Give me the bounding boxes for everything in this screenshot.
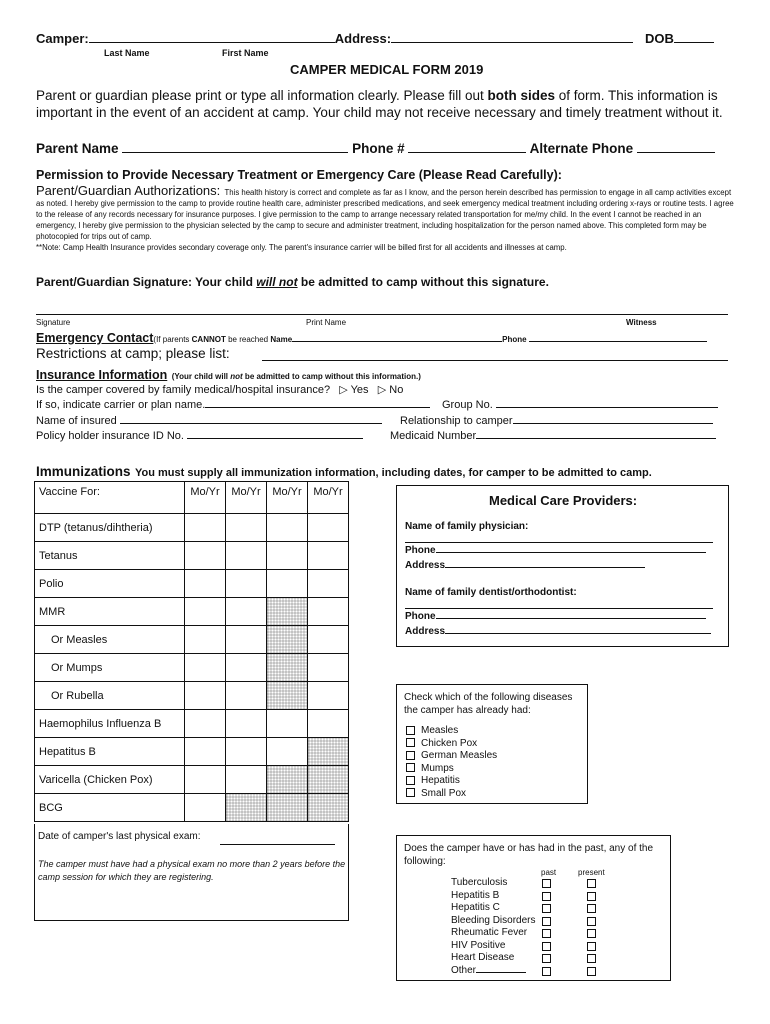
- insurance-sub-post: be admitted to camp without this information.): [242, 372, 421, 381]
- disease-label: Small Pox: [421, 787, 467, 799]
- present-checkbox[interactable]: [587, 942, 596, 951]
- vaccine-date-cell[interactable]: [308, 514, 349, 542]
- vaccine-name: Hepatitus B: [35, 738, 185, 766]
- past-checkbox[interactable]: [542, 954, 551, 963]
- vaccine-date-cell[interactable]: [185, 570, 226, 598]
- signature-caption: Signature: [36, 318, 71, 327]
- disease-checkbox[interactable]: [406, 751, 415, 760]
- intro-paragraph: [36, 87, 736, 121]
- relationship-label: Relationship to camper: [400, 415, 513, 427]
- no-checkbox-icon[interactable]: ▷: [377, 384, 387, 396]
- witness-caption: Witness: [626, 318, 657, 327]
- disease-item: [406, 750, 497, 763]
- physician-address-field[interactable]: [445, 566, 645, 568]
- disease-checkbox[interactable]: [406, 738, 415, 747]
- past-checkbox[interactable]: [542, 892, 551, 901]
- disease-item: [406, 775, 497, 788]
- disease-item: [406, 763, 497, 776]
- yes-option[interactable]: [339, 384, 368, 396]
- providers-title: Medical Care Providers:: [489, 493, 638, 508]
- policy-field[interactable]: [187, 437, 363, 439]
- vaccine-date-cell[interactable]: [267, 710, 308, 738]
- emergency-row: [36, 329, 707, 347]
- carrier-field[interactable]: [205, 406, 430, 408]
- insurance-sub-em: not: [230, 372, 243, 381]
- emergency-phone-label: Phone: [502, 335, 527, 344]
- present-header: present: [578, 868, 605, 877]
- dentist-address-row: [405, 626, 711, 637]
- disease-checkbox[interactable]: [406, 788, 415, 797]
- vaccine-name: Polio: [35, 570, 185, 598]
- past-checkbox[interactable]: [542, 942, 551, 951]
- disease-checkbox[interactable]: [406, 726, 415, 735]
- vaccine-date-cell[interactable]: [185, 710, 226, 738]
- history-label: Rheumatic Fever: [451, 927, 528, 938]
- dentist-field[interactable]: [405, 608, 713, 609]
- history-item: [451, 965, 651, 978]
- signature-heading: [36, 275, 549, 289]
- signature-heading-em: will not: [256, 275, 298, 289]
- dentist-phone-label: Phone: [405, 611, 436, 622]
- alt-phone-field[interactable]: [637, 151, 715, 153]
- medicaid-row: [390, 430, 716, 442]
- history-label: Hepatitis C: [451, 902, 500, 913]
- signature-line[interactable]: [36, 314, 728, 315]
- moyr-header: Mo/Yr: [226, 482, 267, 514]
- vaccine-date-cell[interactable]: [185, 514, 226, 542]
- vaccine-row: [35, 626, 349, 654]
- disease-list: [406, 725, 497, 800]
- vaccine-date-cell[interactable]: [226, 598, 267, 626]
- vaccine-row: [35, 514, 349, 542]
- history-label: Other: [451, 964, 477, 976]
- disease-label: Mumps: [421, 762, 454, 774]
- vaccine-date-cell[interactable]: [185, 738, 226, 766]
- emergency-sub-bold: CANNOT: [191, 335, 226, 344]
- history-label: Heart Disease: [451, 952, 515, 963]
- vaccine-date-cell[interactable]: [308, 598, 349, 626]
- physician-address-row: [405, 560, 645, 571]
- insurance-question: Is the camper covered by family medical/hospital insurance?: [36, 384, 331, 396]
- relationship-row: [400, 415, 713, 427]
- group-label: Group No.: [442, 399, 493, 411]
- vaccine-name: Or Measles: [35, 626, 185, 654]
- vaccine-row: [35, 570, 349, 598]
- policy-row: [36, 430, 363, 442]
- vaccine-name: Or Rubella: [35, 682, 185, 710]
- vaccine-row: [35, 766, 349, 794]
- print-name-caption: Print Name: [306, 318, 347, 327]
- vaccine-date-cell[interactable]: [226, 570, 267, 598]
- history-item: [451, 890, 651, 903]
- history-item: [451, 940, 651, 953]
- first-name-caption: First Name: [222, 48, 269, 58]
- emergency-name-field[interactable]: [292, 340, 502, 342]
- group-field[interactable]: [496, 406, 718, 408]
- vaccine-name: BCG: [35, 794, 185, 822]
- vaccine-date-cell-disabled: [267, 682, 308, 710]
- parent-row: [36, 141, 715, 156]
- vaccine-name: Varicella (Chicken Pox): [35, 766, 185, 794]
- history-title: Does the camper have or has had in the past, any of the following:: [404, 843, 654, 867]
- vaccine-date-cell[interactable]: [308, 626, 349, 654]
- emergency-sub-post: be reached: [225, 335, 271, 344]
- insured-label: Name of insured: [36, 415, 117, 427]
- parent-phone-field[interactable]: [408, 151, 526, 153]
- camper-name-row: [36, 31, 633, 46]
- physician-label: Name of family physician:: [405, 521, 529, 532]
- vaccine-date-cell[interactable]: [226, 654, 267, 682]
- vaccine-date-cell[interactable]: [267, 738, 308, 766]
- physical-exam-box: [34, 824, 349, 921]
- vaccine-row: [35, 794, 349, 822]
- disease-label: Chicken Pox: [421, 737, 478, 749]
- disease-label: Measles: [421, 725, 459, 736]
- disease-item: [406, 725, 497, 738]
- authorization-label: Parent/Guardian Authorizations:: [36, 183, 221, 198]
- history-box: [396, 835, 671, 981]
- vaccine-date-cell[interactable]: [185, 682, 226, 710]
- vaccine-date-cell[interactable]: [185, 542, 226, 570]
- vaccine-table: [34, 481, 349, 822]
- vaccine-date-cell[interactable]: [267, 542, 308, 570]
- vaccine-date-cell[interactable]: [267, 570, 308, 598]
- dob-row: [645, 31, 714, 46]
- physician-address-label: Address: [405, 560, 446, 571]
- vaccine-date-cell-disabled: [308, 766, 349, 794]
- vaccine-row: [35, 710, 349, 738]
- present-checkbox[interactable]: [587, 904, 596, 913]
- past-checkbox[interactable]: [542, 879, 551, 888]
- other-field[interactable]: [476, 971, 526, 973]
- vaccine-date-cell[interactable]: [308, 710, 349, 738]
- vaccine-date-cell-disabled: [226, 794, 267, 822]
- permission-heading: Permission to Provide Necessary Treatment or Emergency Care (Please Read Carefully):: [36, 168, 562, 182]
- insurance-sub: [172, 372, 421, 381]
- vaccine-date-cell-disabled: [308, 794, 349, 822]
- vaccine-row: [35, 654, 349, 682]
- dentist-phone-row: [405, 611, 706, 622]
- physician-phone-field[interactable]: [436, 551, 706, 553]
- immunizations-sub: You must supply all immunization information, including dates, for camper to be admitted to camp.: [134, 467, 652, 479]
- yes-label: Yes: [350, 384, 369, 396]
- dob-label: DOB: [645, 31, 674, 46]
- yes-checkbox-icon[interactable]: ▷: [339, 384, 348, 396]
- dentist-label: Name of family dentist/orthodontist:: [405, 587, 577, 598]
- dentist-phone-field[interactable]: [436, 617, 706, 619]
- vaccine-row: [35, 682, 349, 710]
- authorization-text: This health history is correct and complete as far as I know, and the person herein described has permission to engage in all camp activities except as noted. I hereby give permission to the camp to provide routine health care, administer prescribed medications, and seek emergency medical treatment including ordering x-rays or routine tests. I agree to the release of any records necessary for insurance purposes. I give permission to the camp to arrange necessary related transportation for me/my child. In the event I cannot be reached in an emergency, I hereby give permission to the physician selected by the camp to secure and administer treatment, including hospitalization for the person named above. This completed form may be photocopied for trips out of camp.: [36, 188, 734, 241]
- intro-bold: both sides: [487, 88, 556, 103]
- past-checkbox[interactable]: [542, 904, 551, 913]
- physician-phone-row: [405, 545, 706, 556]
- authorization-paragraph: [36, 185, 736, 253]
- dob-field[interactable]: [674, 41, 714, 43]
- address-field[interactable]: [391, 41, 633, 43]
- vaccine-row: [35, 598, 349, 626]
- vaccine-date-cell[interactable]: [185, 654, 226, 682]
- past-header: past: [541, 868, 557, 877]
- signature-heading-post: be admitted to camp without this signature.: [297, 275, 549, 289]
- history-label: HIV Positive: [451, 939, 506, 951]
- providers-box: [396, 485, 729, 647]
- last-name-caption: Last Name: [104, 48, 150, 58]
- emergency-phone-field[interactable]: [529, 340, 707, 342]
- physical-exam-field[interactable]: [220, 844, 335, 845]
- vaccine-date-cell[interactable]: [226, 542, 267, 570]
- policy-label: Policy holder insurance ID No.: [36, 430, 184, 442]
- vaccine-row: [35, 738, 349, 766]
- past-checkbox[interactable]: [542, 967, 551, 976]
- moyr-header: Mo/Yr: [267, 482, 308, 514]
- vaccine-date-cell[interactable]: [185, 626, 226, 654]
- emergency-sub-pre: (If parents: [153, 335, 192, 344]
- vaccine-date-cell[interactable]: [308, 682, 349, 710]
- no-label: No: [389, 384, 404, 396]
- vaccine-date-cell[interactable]: [226, 682, 267, 710]
- insured-field[interactable]: [120, 422, 382, 424]
- relationship-field[interactable]: [513, 422, 713, 424]
- insurance-label: Insurance Information: [36, 368, 168, 382]
- vaccine-date-cell[interactable]: [226, 710, 267, 738]
- history-label: Bleeding Disorders: [451, 914, 536, 926]
- vaccine-date-cell[interactable]: [267, 514, 308, 542]
- history-item: [451, 902, 651, 915]
- medicaid-label: Medicaid Number: [390, 430, 477, 442]
- vaccine-name: MMR: [35, 598, 185, 626]
- emergency-label: Emergency Contact: [36, 331, 154, 345]
- immunizations-heading: [36, 463, 652, 481]
- dentist-address-field[interactable]: [445, 632, 711, 634]
- parent-name-label: Parent Name: [36, 141, 119, 156]
- vaccine-date-cell[interactable]: [308, 542, 349, 570]
- moyr-header: Mo/Yr: [185, 482, 226, 514]
- disease-item: [406, 738, 497, 751]
- history-item: [451, 927, 651, 940]
- vaccine-date-cell[interactable]: [226, 766, 267, 794]
- disease-checkbox[interactable]: [406, 776, 415, 785]
- vaccine-name: Or Mumps: [35, 654, 185, 682]
- vaccine-name: Haemophilus Influenza B: [35, 710, 185, 738]
- camper-label: Camper:: [36, 31, 89, 46]
- present-checkbox[interactable]: [587, 954, 596, 963]
- vaccine-date-cell-disabled: [308, 738, 349, 766]
- vaccine-column-header: Vaccine For:: [35, 482, 185, 514]
- present-checkbox[interactable]: [587, 879, 596, 888]
- vaccine-date-cell-disabled: [267, 626, 308, 654]
- parent-phone-label: Phone #: [352, 141, 405, 156]
- history-item: [451, 915, 651, 928]
- history-label: Tuberculosis: [451, 877, 508, 888]
- vaccine-date-cell[interactable]: [185, 598, 226, 626]
- emergency-name-label: Name: [270, 335, 293, 344]
- page-title: CAMPER MEDICAL FORM 2019: [290, 62, 484, 77]
- vaccine-date-cell-disabled: [267, 654, 308, 682]
- camper-name-field[interactable]: [89, 41, 335, 43]
- vaccine-date-cell[interactable]: [185, 794, 226, 822]
- present-checkbox[interactable]: [587, 917, 596, 926]
- vaccine-date-cell-disabled: [267, 794, 308, 822]
- vaccine-row: [35, 542, 349, 570]
- vaccine-date-cell[interactable]: [185, 766, 226, 794]
- restrictions-label: Restrictions at camp; please list:: [36, 346, 230, 361]
- insured-row: [36, 415, 382, 427]
- history-item: [451, 877, 651, 890]
- insurance-heading: [36, 366, 421, 384]
- history-label: Hepatitis B: [451, 889, 500, 901]
- vaccine-date-cell-disabled: [267, 766, 308, 794]
- insurance-question-row: [36, 383, 403, 396]
- disease-checkbox[interactable]: [406, 763, 415, 772]
- insurance-sub-pre: (Your child will: [171, 372, 231, 381]
- vaccine-name: Tetanus: [35, 542, 185, 570]
- vaccine-date-cell[interactable]: [226, 626, 267, 654]
- past-checkbox[interactable]: [542, 917, 551, 926]
- vaccine-date-cell-disabled: [267, 598, 308, 626]
- history-list: [451, 877, 651, 977]
- intro-text-1: Parent or guardian please print or type all information clearly. Please fill out: [36, 88, 488, 103]
- insurance-note: **Note: Camp Health Insurance provides secondary coverage only. The parent's insurance carrier will be billed first for all accidents and illnesses at camp.: [36, 243, 567, 252]
- physician-field[interactable]: [405, 542, 713, 543]
- present-checkbox[interactable]: [587, 892, 596, 901]
- moyr-header: Mo/Yr: [308, 482, 349, 514]
- diseases-box: [396, 684, 588, 804]
- vaccine-name: DTP (tetanus/dihtheria): [35, 514, 185, 542]
- restrictions-field[interactable]: [262, 360, 728, 361]
- past-checkbox[interactable]: [542, 929, 551, 938]
- disease-label: German Measles: [421, 750, 498, 761]
- physical-exam-note: The camper must have had a physical exam no more than 2 years before the camp session for which they are registering.: [38, 859, 346, 882]
- parent-name-field[interactable]: [122, 151, 348, 153]
- history-item: [451, 952, 651, 965]
- vaccine-date-cell[interactable]: [226, 514, 267, 542]
- dentist-address-label: Address: [405, 626, 446, 637]
- alt-phone-label: Alternate Phone: [529, 141, 634, 156]
- carrier-row: [36, 399, 430, 411]
- intro-text-2: of form. This information is important in the event of an accident at camp. Your child may not receive necessary and timely treatment without it.: [36, 88, 723, 120]
- vaccine-date-cell[interactable]: [308, 570, 349, 598]
- emergency-sub: [153, 335, 706, 344]
- no-option[interactable]: [378, 384, 404, 396]
- vaccine-date-cell[interactable]: [226, 738, 267, 766]
- immunizations-label: Immunizations: [36, 464, 131, 479]
- physical-exam-label: Date of camper's last physical exam:: [38, 831, 201, 842]
- present-checkbox[interactable]: [587, 929, 596, 938]
- address-label: Address:: [334, 31, 392, 46]
- carrier-label: If so, indicate carrier or plan name.: [36, 399, 206, 411]
- disease-item: [406, 788, 497, 801]
- group-row: [442, 399, 718, 411]
- physician-phone-label: Phone: [405, 545, 436, 556]
- disease-label: Hepatitis: [421, 775, 460, 786]
- vaccine-date-cell[interactable]: [308, 654, 349, 682]
- signature-heading-pre: Parent/Guardian Signature: Your child: [36, 275, 257, 289]
- diseases-title: Check which of the following diseases the camper has already had:: [404, 692, 573, 716]
- present-checkbox[interactable]: [587, 967, 596, 976]
- medicaid-field[interactable]: [476, 437, 716, 439]
